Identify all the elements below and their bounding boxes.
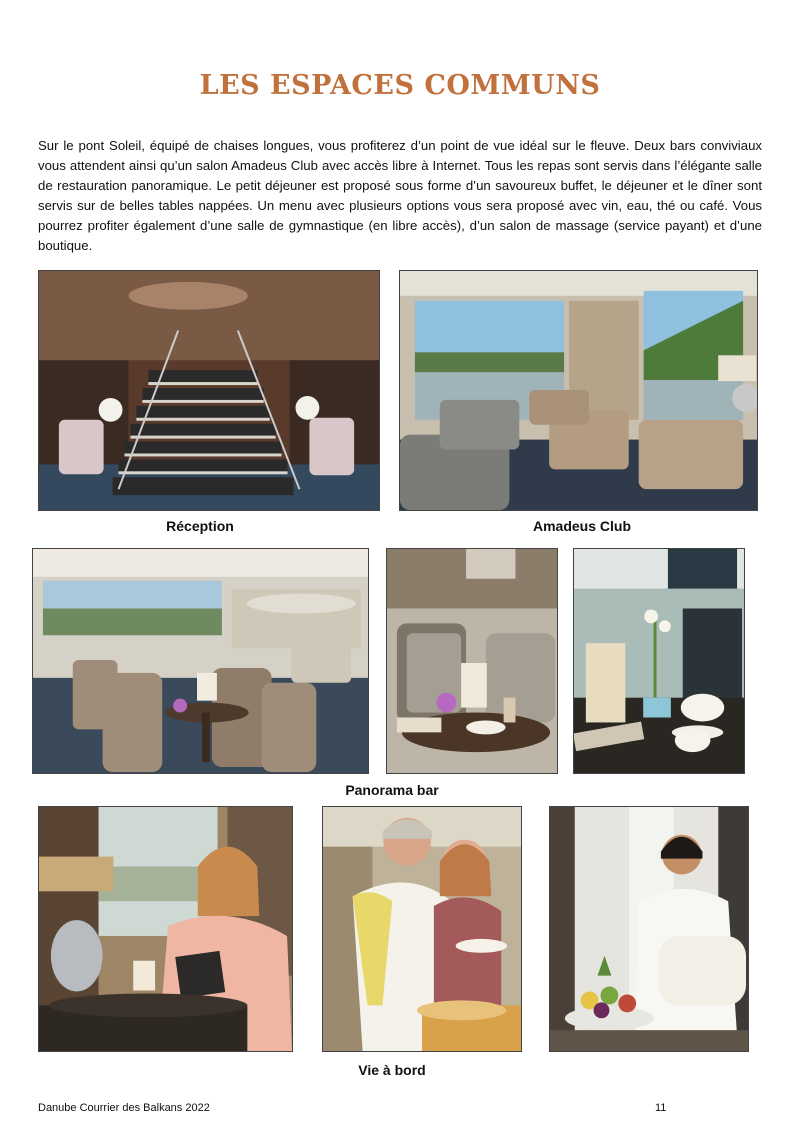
amadeus-club-photo [399,270,758,511]
caption-panorama-bar: Panorama bar [345,782,439,798]
page-title: LES ESPACES COMMUNS [199,70,601,101]
panorama-bar-photo-3 [573,548,745,774]
caption-amadeus-club: Amadeus Club [532,518,631,534]
vie-a-bord-photo-3 [549,806,749,1052]
reception-photo [38,270,380,511]
caption-vie-a-bord: Vie à bord [358,1062,426,1078]
vie-a-bord-photo-1 [38,806,293,1052]
caption-reception: Réception [166,518,234,534]
footer-publication: Danube Courrier des Balkans 2022 [38,1102,210,1114]
panorama-bar-photo-1 [32,548,369,774]
footer-page-number: 11 [655,1102,667,1114]
intro-paragraph: Sur le pont Soleil, équipé de chaises longues, vous profiterez d’un point de vue idéal sur le fleuve. Deux bars conviviaux vous attendent ainsi qu’un salon Amadeus Club avec accès libre à Internet. Tous les repas sont servis dans l’élégante salle de restauration panoramique. Le petit déjeuner est proposé sous forme d’un savoureux buffet, le déjeuner et le dîner sont servis sur de belles tables nappées. Un menu avec plusieurs options vous sera proposé avec vin, eau, thé ou café. Vous pourrez profiter également d’une salle de gymnastique (en libre accès), d’un salon de massage (service payant) et d’une boutique. [38,138,762,253]
panorama-bar-photo-2 [386,548,558,774]
vie-a-bord-photo-2 [322,806,522,1052]
